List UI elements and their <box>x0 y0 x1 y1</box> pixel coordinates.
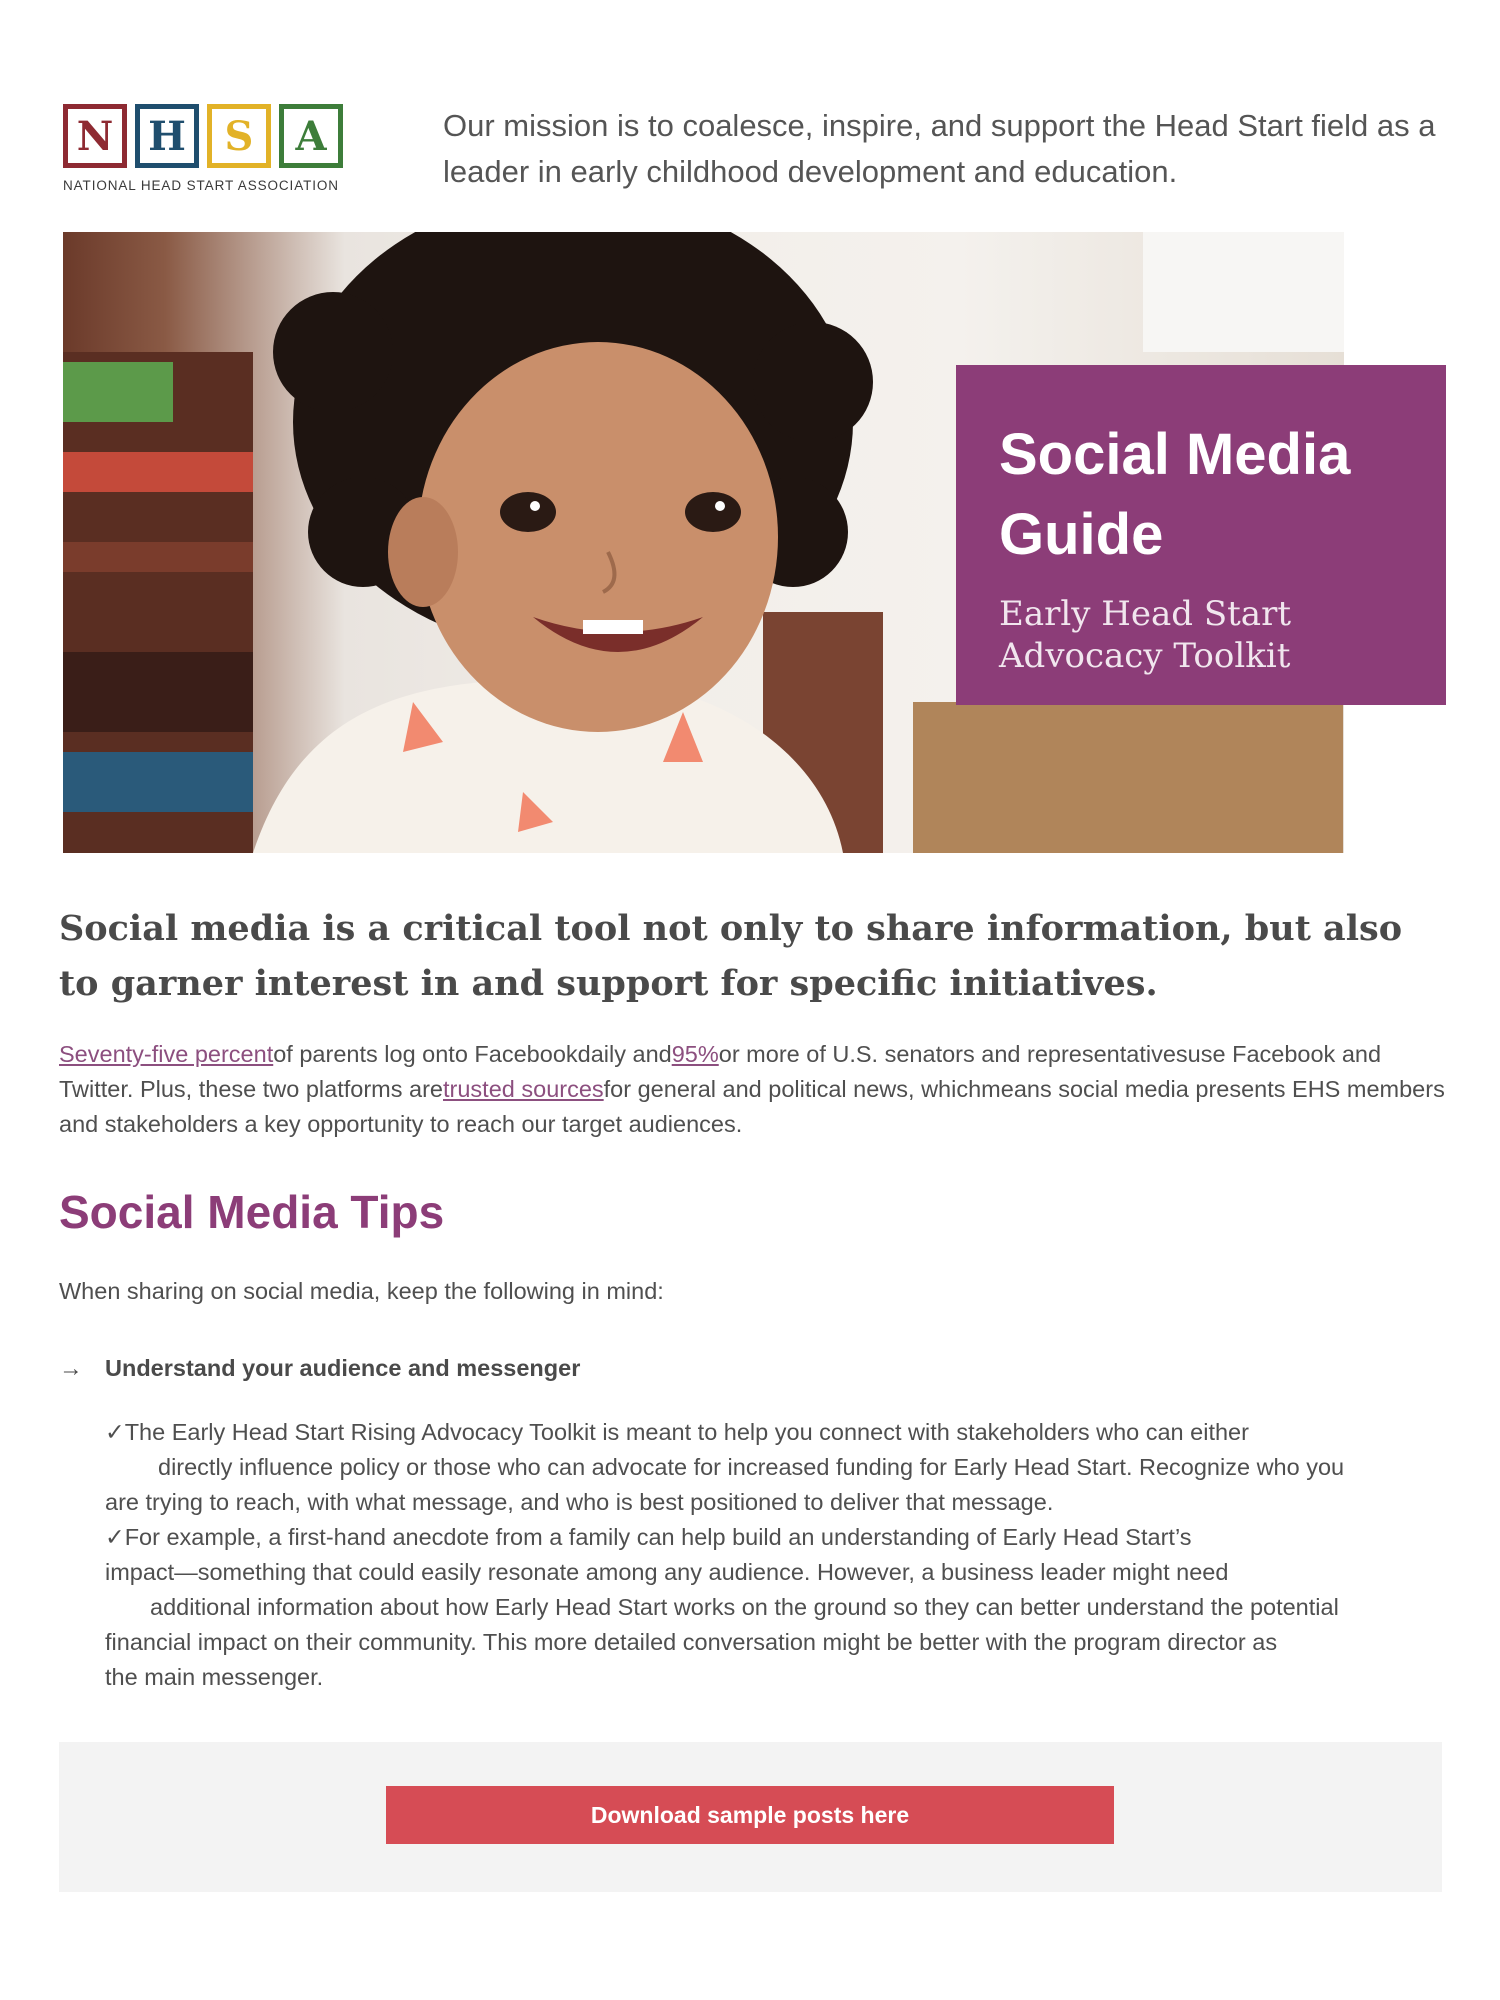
intro-text-2: or more of U.S. senators and representativesuse Facebook and Twitter. Plus, these two platforms are <box>59 1041 1382 1102</box>
tip-bullet-audience <box>59 1355 580 1382</box>
check-item-1-text1: The Early Head Start Rising Advocacy Toolkit is meant to help you connect with stakeholders who can either <box>124 1419 1249 1445</box>
arrow-right-icon: → <box>59 1355 83 1381</box>
check-item-2-line5: the main messenger. <box>105 1664 324 1690</box>
check-item-1 <box>105 1415 1445 1520</box>
guide-subtitle <box>999 593 1446 677</box>
download-section <box>59 1742 1442 1892</box>
logo-block-a: A <box>279 104 343 168</box>
ninety-five-percent-link[interactable]: 95% <box>671 1041 719 1067</box>
check-item-2-text1: For example, a first-hand anecdote from a family can help build an understanding of Early Head Start’s <box>124 1524 1192 1550</box>
check-item-2-line1 <box>105 1520 1445 1555</box>
seventy-five-percent-link[interactable]: Seventy-five percent <box>59 1041 274 1067</box>
logo-block-s: S <box>207 104 271 168</box>
logo-letter-blocks <box>63 104 363 168</box>
tips-intro: When sharing on social media, keep the following in mind: <box>59 1278 664 1304</box>
intro-text-1: of parents log onto Facebookdaily and <box>273 1041 672 1067</box>
hero-title-badge <box>956 365 1446 705</box>
download-sample-posts-button[interactable]: Download sample posts here <box>386 1786 1114 1844</box>
check-item-2-line2: impact—something that could easily resonate among any audience. However, a business leader might need <box>105 1559 1229 1585</box>
check-mark-icon: ✓ <box>105 1419 125 1445</box>
guide-subtitle-line1: Early Head Start <box>999 594 1291 634</box>
tip-checklist <box>105 1415 1445 1695</box>
social-media-tips-heading: Social Media Tips <box>59 1186 445 1238</box>
tip-bullet-title: Understand your audience and messenger <box>105 1355 581 1381</box>
intro-paragraph <box>59 1037 1449 1142</box>
check-mark-icon: ✓ <box>105 1524 125 1550</box>
check-item-2 <box>105 1520 1445 1695</box>
check-item-1-line1 <box>105 1415 1445 1450</box>
trusted-sources-link[interactable]: trusted sources <box>443 1076 604 1102</box>
intro-text-3: for general and political news, whichmeans social media presents EHS members and stakeholders a key opportunity to reach our target audiences. <box>59 1076 1445 1137</box>
nhsa-logo <box>63 104 363 200</box>
mission-statement: Our mission is to coalesce, inspire, and support the Head Start field as a leader in early childhood development and education. <box>443 108 1436 189</box>
guide-title-line1: Social Media <box>999 422 1351 487</box>
check-item-2-line4: financial impact on their community. This more detailed conversation might be better with the program director as <box>105 1629 1278 1655</box>
guide-subtitle-line2: Advocacy Toolkit <box>999 636 1291 676</box>
check-item-2-line3: additional information about how Early Head Start works on the ground so they can better understand the potential <box>150 1594 1339 1620</box>
guide-title-line2: Guide <box>999 502 1164 567</box>
logo-caption: NATIONAL HEAD START ASSOCIATION <box>63 178 339 193</box>
check-item-1-line2: directly influence policy or those who can advocate for increased funding for Early Head Start. Recognize who you <box>158 1454 1345 1480</box>
logo-block-h: H <box>135 104 199 168</box>
check-item-1-line3: are trying to reach, with what message, and who is best positioned to deliver that message. <box>105 1489 1054 1515</box>
lead-statement: Social media is a critical tool not only to share information, but also to garner interest in and support for specific initiatives. <box>59 908 1403 1004</box>
logo-block-n: N <box>63 104 127 168</box>
